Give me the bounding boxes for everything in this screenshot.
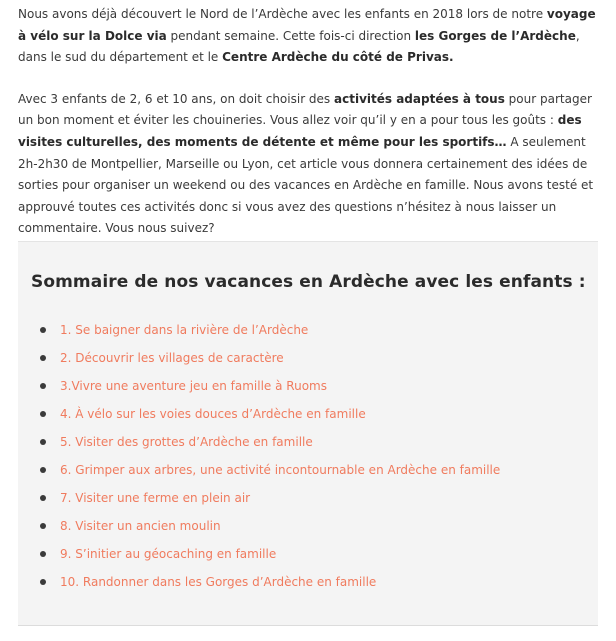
toc-title: Sommaire de nos vacances en Ardèche avec les enfants : (31, 272, 586, 292)
toc-link-1[interactable]: 1. Se baigner dans la rivière de l’Ardèche (60, 323, 309, 337)
intro-p1-seg-2: pendant semaine. Cette fois-ci direction (166, 28, 415, 43)
toc-link-7[interactable]: 7. Visiter une ferme en plein air (60, 491, 251, 505)
bullet-icon (40, 495, 46, 501)
toc-item (40, 516, 500, 544)
toc-link-10[interactable]: 10. Randonner dans les Gorges d’Ardèche en famille (60, 575, 377, 589)
bullet-icon (40, 383, 46, 389)
intro-p2-seg-0: Avec 3 enfants de 2, 6 et 10 ans, on doit choisir des (18, 91, 335, 106)
toc-link-2[interactable]: 2. Découvrir les villages de caractère (60, 351, 284, 365)
toc-item (40, 320, 500, 348)
toc-link-6[interactable]: 6. Grimper aux arbres, une activité incontournable en Ardèche en famille (60, 463, 501, 477)
bullet-icon (40, 327, 46, 333)
intro-p2-seg-1: activités adaptées à tous (334, 91, 505, 106)
toc-link-3[interactable]: 3.Vivre une aventure jeu en famille à Ruoms (60, 379, 327, 393)
toc-item (40, 488, 500, 516)
toc-link-4[interactable]: 4. À vélo sur les voies douces d’Ardèche en famille (60, 407, 366, 421)
bullet-icon (40, 579, 46, 585)
intro-p1-seg-1: voyage à vélo sur la Dolce via (18, 7, 596, 43)
toc-link-9[interactable]: 9. S’initier au géocaching en famille (60, 547, 277, 561)
intro-p1-seg-4: , dans le sud du département et le (18, 28, 580, 65)
toc-item (40, 348, 500, 376)
table-of-contents (18, 241, 598, 626)
bullet-icon (40, 439, 46, 445)
intro-p2-seg-4: A seulement 2h-2h30 de Montpellier, Marseille ou Lyon, cet article vous donnera certainement des idées de sorties pour organiser un weekend ou des vacances en Ardèche en famille. Nous avons testé et approuvé toutes ces activités donc si vous avez des questions n’hésitez à nous laisser un commentaire. Vous nous suivez? (18, 134, 594, 236)
bullet-icon (40, 523, 46, 529)
intro-paragraph-2 (18, 89, 598, 240)
bullet-icon (40, 467, 46, 473)
toc-list (40, 320, 500, 600)
toc-link-5[interactable]: 5. Visiter des grottes d’Ardèche en famille (60, 435, 313, 449)
intro-p1-seg-3: les Gorges de l’Ardèche (414, 28, 576, 43)
toc-item (40, 544, 500, 572)
intro-p2-seg-3: des visites culturelles, des moments de détente et même pour les sportifs… (18, 113, 582, 149)
bullet-icon (40, 355, 46, 361)
toc-item (40, 572, 500, 600)
intro-p1-seg-0: Nous avons déjà découvert le Nord de l’Ardèche avec les enfants en 2018 lors de notre (18, 7, 547, 21)
article-intro (18, 0, 598, 240)
toc-item (40, 460, 500, 488)
toc-item (40, 432, 500, 460)
toc-item (40, 376, 500, 404)
intro-p2-seg-2: pour partager un bon moment et éviter les chouineries. Vous allez voir qu’il y en a pour tous les goûts : (18, 91, 592, 128)
toc-link-8[interactable]: 8. Visiter un ancien moulin (60, 519, 221, 533)
toc-item (40, 404, 500, 432)
bullet-icon (40, 411, 46, 417)
intro-paragraph-1 (18, 4, 598, 69)
bullet-icon (40, 551, 46, 557)
intro-p1-seg-5: Centre Ardèche du côté de Privas. (222, 50, 454, 65)
